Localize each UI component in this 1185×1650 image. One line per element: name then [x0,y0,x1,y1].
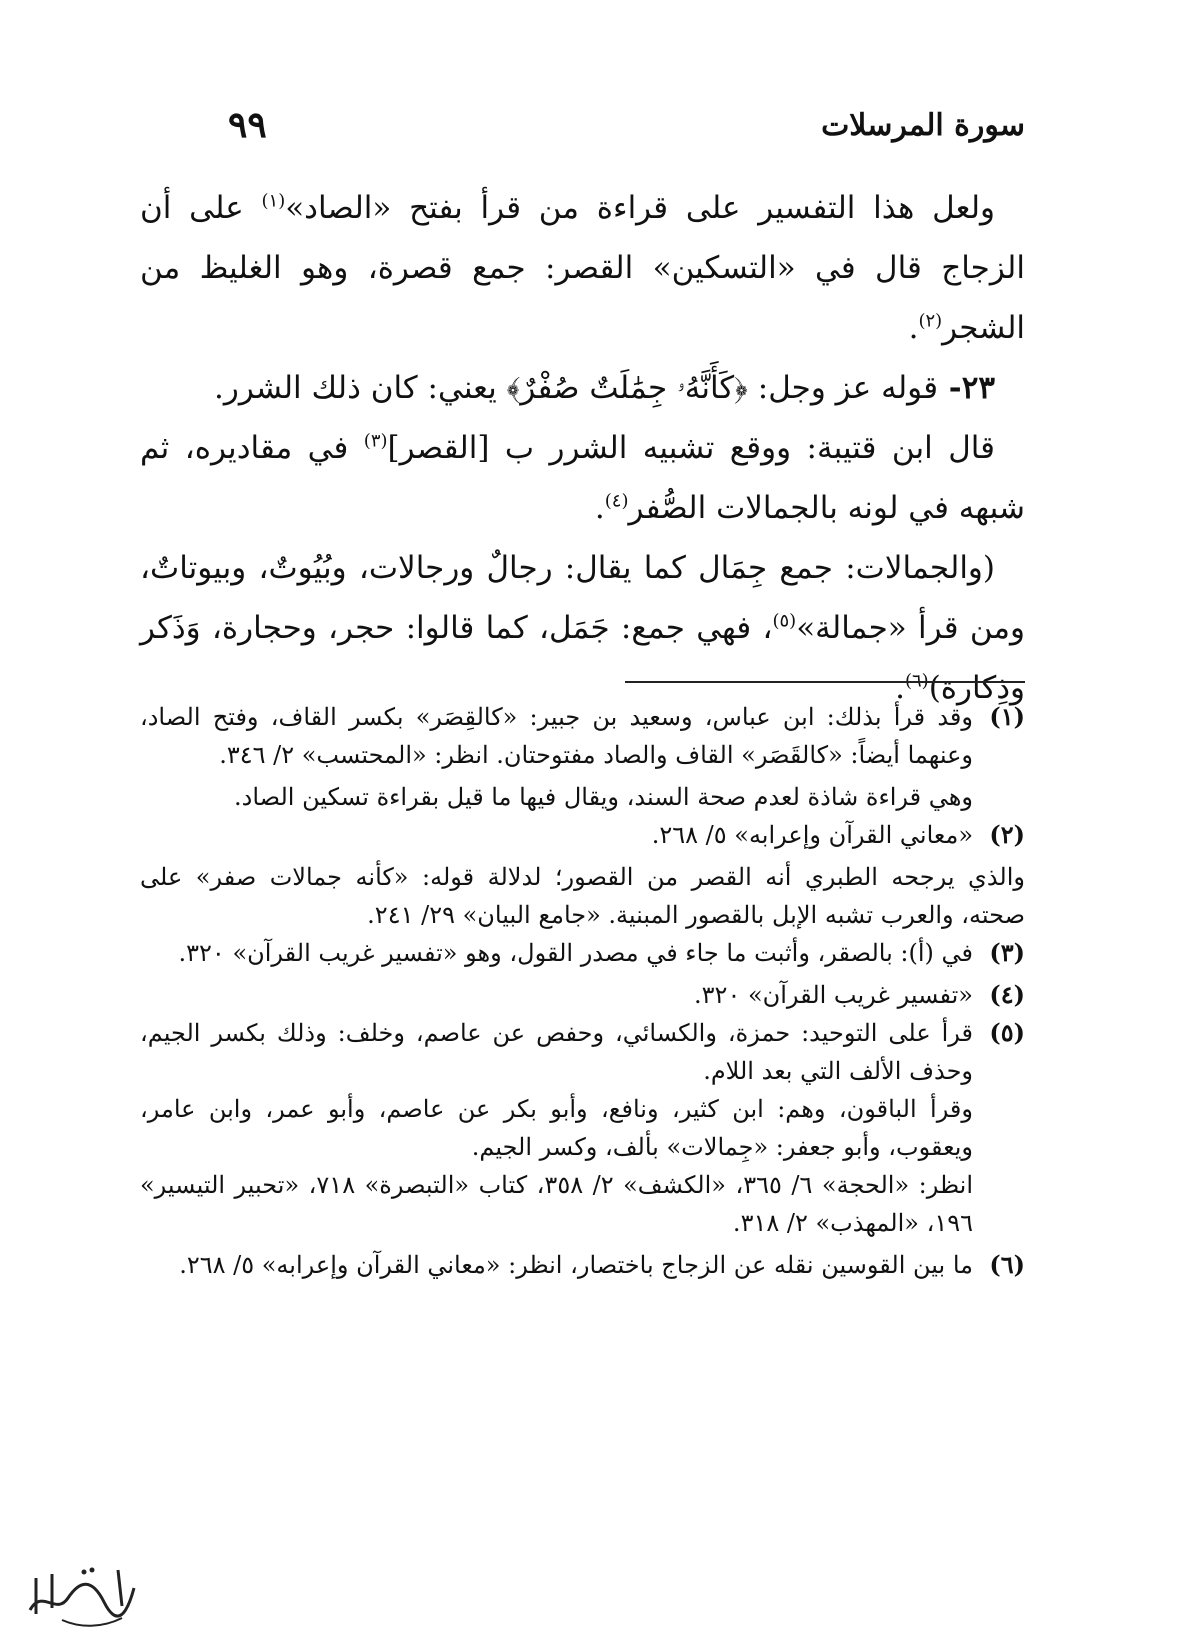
footnote-2-number: (٢) [989,820,1025,849]
footnote-divider [625,681,1025,683]
footnote-5 [140,1014,1025,1090]
paragraph-4-text-b: ، فهي جمع: جَمَل، كما قالوا: حجر، وحجارة، وَذَكر وذِكارة) [140,610,1025,706]
footnote-6-number: (٦) [989,1250,1025,1279]
footnote-6 [140,1246,1025,1284]
paragraph-4-end: . [895,670,905,706]
page-number: ٩٩ [228,104,267,146]
footnote-2-continuation: والذي يرجحه الطبري أنه القصر من القصور؛ لدلالة قوله: «كأنه جمالات صفر» على صحته، والعرب تشبه الإبل بالقصور المبنية. «جامع البيان» ٢٩/ ٢٤١. [140,863,1025,929]
calligraphy-stamp-logo [22,1558,140,1630]
paragraph-2-text: قوله عز وجل: ﴿كَأَنَّهُۥ جِمَٰلَتٌ صُفْرٌ﴾ يعني: كان ذلك الشرر. [214,370,939,406]
paragraph-3-end: . [594,490,605,526]
page-header [200,104,1025,158]
footnote-ref-2: (٢) [918,310,943,332]
footnotes [140,698,1025,1284]
paragraph-4 [140,538,1025,718]
footnote-3-number: (٣) [989,938,1025,967]
footnote-4-text: «تفسير غريب القرآن» ٣٢٠. [694,981,973,1009]
footnote-1 [140,698,1025,774]
paragraph-4-text-a: (والجمالات: جمع جِمَال كما يقال: رجالٌ ورجالات، وبُيُوتٌ، وبيوتاتٌ، ومن قرأ «جمالة» [140,550,1025,646]
surah-title: سورة المرسلات [821,108,1025,143]
footnote-5-continuation-1: وقرأ الباقون، وهم: ابن كثير، ونافع، وأبو بكر عن عاصم، وأبو عمر، وابن عامر، ويعقوب، وأبو جعفر: «جِمالات» بألف، وكسر الجيم. [140,1095,973,1161]
footnote-1-continuation: وهي قراءة شاذة لعدم صحة السند، ويقال فيها ما قيل بقراءة تسكين الصاد. [234,783,973,811]
footnote-ref-6: (٦) [904,670,929,692]
footnote-5-number: (٥) [989,1018,1025,1047]
paragraph-3-text-a: قال ابن قتيبة: ووقع تشبيه الشرر ب [القصر] [387,430,995,466]
paragraph-3-text-b: في مقاديره، ثم شبهه في لونه بالجمالات الصُّفر [140,430,1025,526]
footnote-ref-3: (٣) [363,430,388,452]
footnote-4-number: (٤) [989,980,1025,1009]
paragraph-2 [140,358,1025,418]
paragraph-1-text-b: على أن الزجاج قال في «التسكين» القصر: جمع قصرة، وهو الغليظ من الشجر [140,190,1025,346]
footnote-3 [140,934,1025,972]
footnote-ref-5: (٥) [772,610,797,632]
verse-number: ٢٣- [938,370,995,406]
footnote-1-number: (١) [989,702,1025,731]
footnote-1-text: وقد قرأ بذلك: ابن عباس، وسعيد بن جبير: «كالقِصَر» بكسر القاف، وفتح الصاد، وعنهما أيضاً: «كالقَصَر» القاف والصاد مفتوحتان. انظر: «المحتسب» ٢/ ٣٤٦. [140,703,973,769]
paragraph-3 [140,418,1025,538]
footnote-2-text: «معاني القرآن وإعرابه» ٥/ ٢٦٨. [651,821,973,849]
footnote-4 [140,976,1025,1014]
paragraph-1-text-a: ولعل هذا التفسير على قراءة من قرأ بفتح «الصاد» [285,190,995,226]
footnote-5-continuation-2: انظر: «الحجة» ٦/ ٣٦٥، «الكشف» ٢/ ٣٥٨، كتاب «التبصرة» ٧١٨، «تحبير التيسير» ١٩٦، «المهذب» ٢/ ٣١٨. [140,1171,974,1237]
footnote-ref-1: (١) [261,190,286,212]
paragraph-1-end: . [908,310,919,346]
footnote-5-text: قرأ على التوحيد: حمزة، والكسائي، وحفص عن عاصم، وخلف: وذلك بكسر الجيم، وحذف الألف التي بعد اللام. [140,1019,973,1085]
footnote-3-text: في (أ): بالصقر، وأثبت ما جاء في مصدر القول، وهو «تفسير غريب القرآن» ٣٢٠. [178,939,973,967]
paragraph-1 [140,178,1025,358]
footnote-2 [140,816,1025,854]
footnote-ref-4: (٤) [604,490,629,512]
footnote-6-text: ما بين القوسين نقله عن الزجاج باختصار، انظر: «معاني القرآن وإعرابه» ٥/ ٢٦٨. [179,1251,973,1279]
main-text [140,178,1025,718]
